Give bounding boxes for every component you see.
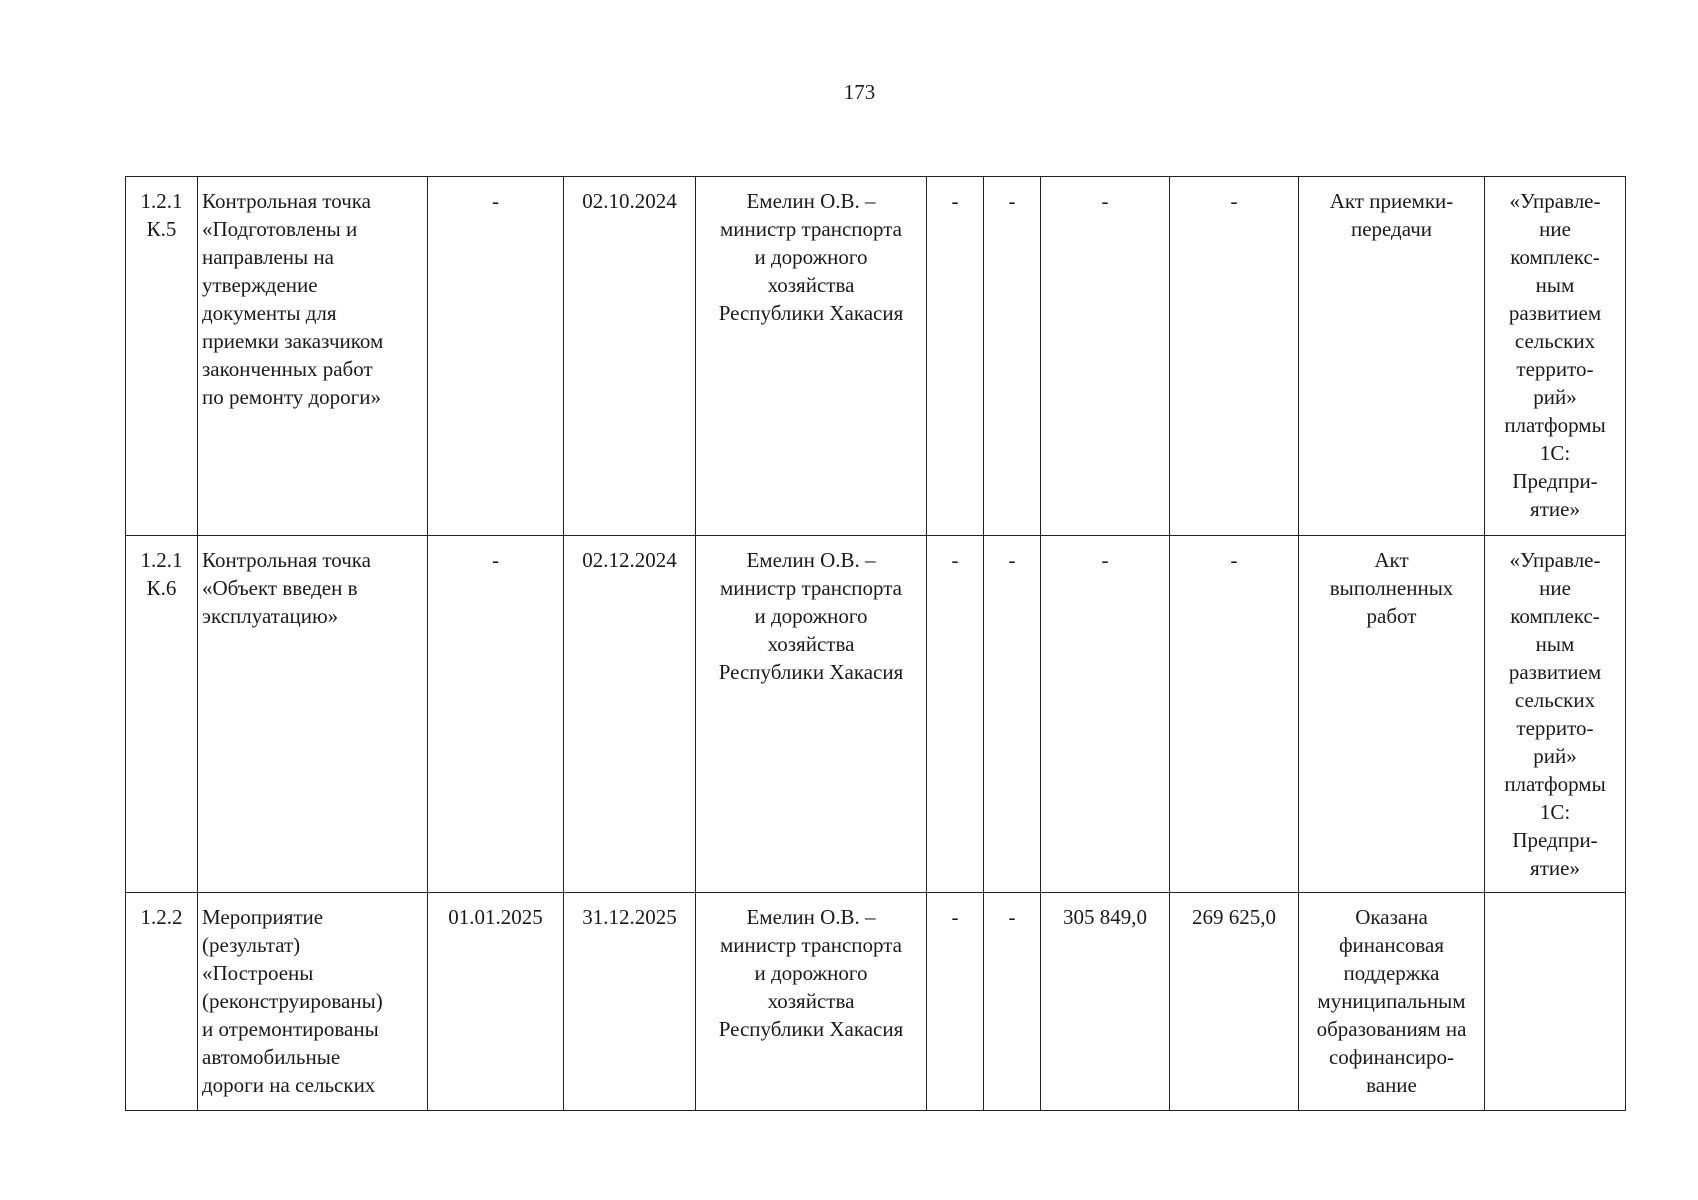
start-date: 01.01.2025	[448, 905, 543, 929]
page-number: 173	[843, 80, 876, 104]
system-cell	[1485, 893, 1626, 1111]
system-cell	[1485, 177, 1626, 536]
plan-table	[125, 176, 1626, 1111]
value-8: -	[1101, 548, 1109, 572]
result-cell	[1299, 893, 1485, 1111]
event-name: Контрольная точка «Объект введен в эксплуатацию»	[202, 548, 372, 628]
start-date: -	[492, 548, 499, 572]
value-9: -	[1230, 548, 1238, 572]
value-cell-6	[927, 536, 984, 893]
responsible-person: Емелин О.В. – министр транспорта и дорожного хозяйства Республики Хакасия	[718, 905, 904, 1041]
value-cell-8	[1041, 536, 1170, 893]
event-name-cell	[198, 893, 428, 1111]
responsible-cell	[696, 177, 927, 536]
system-cell	[1485, 536, 1626, 893]
event-name-cell	[198, 177, 428, 536]
value-cell-9	[1170, 893, 1299, 1111]
result-text: Акт выполненных работ	[1329, 548, 1454, 628]
value-9: 269 625,0	[1192, 905, 1276, 929]
end-date: 02.12.2024	[582, 548, 677, 572]
value-9: -	[1230, 189, 1238, 213]
event-name: Мероприятие (результат) «Построены (реконструированы) и отремонтированы автомобильные дороги на сельских	[202, 905, 383, 1097]
start-date-cell	[428, 177, 564, 536]
value-7: -	[1008, 189, 1016, 213]
responsible-person: Емелин О.В. – министр транспорта и дорожного хозяйства Республики Хакасия	[718, 548, 904, 684]
responsible-person: Емелин О.В. – министр транспорта и дорожного хозяйства Республики Хакасия	[718, 189, 904, 325]
result-text: Оказана финансовая поддержка муниципальным образованиям на софинансиро- вание	[1316, 905, 1467, 1097]
value-cell-7	[984, 893, 1041, 1111]
result-cell	[1299, 536, 1485, 893]
value-6: -	[951, 905, 959, 929]
row-number: 1.2.1 К.6	[140, 548, 183, 600]
table-row	[126, 177, 1626, 536]
start-date-cell	[428, 536, 564, 893]
row-number: 1.2.1 К.5	[140, 189, 183, 241]
row-number: 1.2.2	[140, 905, 183, 929]
value-cell-8	[1041, 893, 1170, 1111]
value-7: -	[1008, 905, 1016, 929]
end-date: 31.12.2025	[582, 905, 677, 929]
end-date: 02.10.2024	[582, 189, 677, 213]
result-text: Акт приемки- передачи	[1329, 189, 1454, 241]
value-7: -	[1008, 548, 1016, 572]
value-cell-8	[1041, 177, 1170, 536]
responsible-cell	[696, 536, 927, 893]
end-date-cell	[564, 536, 696, 893]
value-8: -	[1101, 189, 1109, 213]
value-cell-9	[1170, 177, 1299, 536]
event-name-cell	[198, 536, 428, 893]
table-row	[126, 536, 1626, 893]
value-6: -	[951, 548, 959, 572]
value-cell-7	[984, 536, 1041, 893]
value-cell-6	[927, 177, 984, 536]
value-cell-6	[927, 893, 984, 1111]
responsible-cell	[696, 893, 927, 1111]
system-text: «Управле- ние комплекс- ным развитием сельских террито- рий» платформы 1С: Предпри- ятие»	[1504, 189, 1606, 521]
table-row	[126, 893, 1626, 1111]
value-6: -	[951, 189, 959, 213]
end-date-cell	[564, 177, 696, 536]
row-number-cell	[126, 893, 198, 1111]
start-date: -	[492, 189, 499, 213]
value-cell-9	[1170, 536, 1299, 893]
system-text: «Управле- ние комплекс- ным развитием сельских террито- рий» платформы 1С: Предпри- ятие»	[1504, 548, 1606, 880]
value-cell-7	[984, 177, 1041, 536]
start-date-cell	[428, 893, 564, 1111]
result-cell	[1299, 177, 1485, 536]
value-8: 305 849,0	[1063, 905, 1147, 929]
event-name: Контрольная точка «Подготовлены и направлены на утверждение документы для приемки заказчиком законченных работ по ремонту дороги»	[202, 189, 384, 409]
end-date-cell	[564, 893, 696, 1111]
row-number-cell	[126, 177, 198, 536]
row-number-cell	[126, 536, 198, 893]
